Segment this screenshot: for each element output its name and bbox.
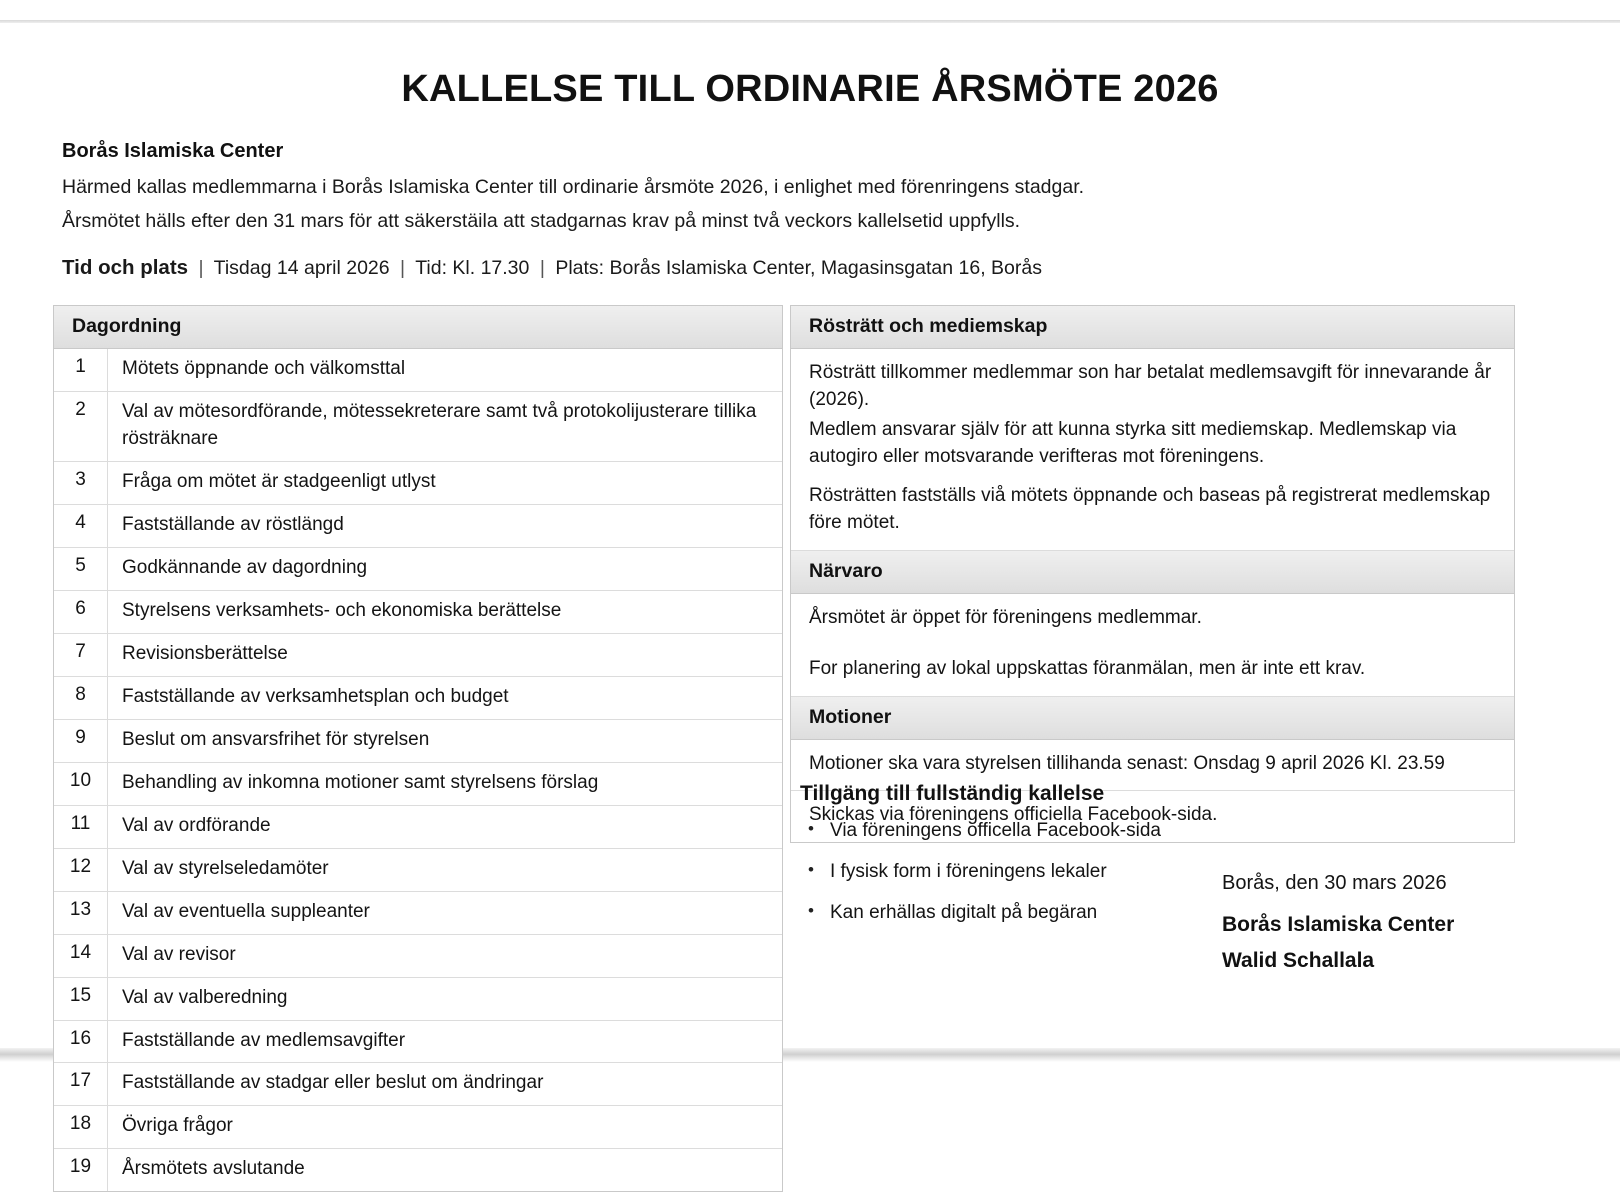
agenda-item-number: 12: [54, 849, 108, 891]
table-row: [54, 806, 782, 849]
table-row: [54, 1063, 782, 1106]
table-row: [54, 591, 782, 634]
meeting-place: Plats: Borås Islamiska Center, Magasinsgatan 16, Borås: [555, 257, 1042, 279]
meeting-time: Tid: Kl. 17.30: [415, 257, 530, 279]
organization-name: Borås Islamiska Center: [62, 140, 284, 162]
motions-heading: Motioner: [791, 697, 1514, 740]
table-row: [54, 1149, 782, 1191]
voting-heading: Rösträtt och mediemskap: [791, 306, 1514, 349]
table-row: [54, 935, 782, 978]
table-row: [54, 505, 782, 548]
voting-paragraph-3: Rösträtten fastställs viå mötets öppnande och baseas på registrerat medlemskap före mötet.: [809, 485, 1491, 533]
agenda-item-text: Övriga frågor: [122, 1115, 233, 1137]
table-row: [54, 763, 782, 806]
agenda-rows: [54, 349, 782, 1191]
agenda-item-number: 11: [54, 806, 108, 848]
table-row: [54, 462, 782, 505]
agenda-item-number: 8: [54, 677, 108, 719]
agenda-item-number: 19: [54, 1149, 108, 1191]
agenda-item-text: Fastställande av stadgar eller beslut om ändringar: [122, 1072, 544, 1094]
separator-3: |: [539, 257, 545, 279]
agenda-item-number: 7: [54, 634, 108, 676]
attendance-heading: Närvaro: [791, 551, 1514, 594]
agenda-table: [53, 305, 783, 1192]
list-item: • I fysisk form i föreningens lekaler: [800, 861, 1161, 883]
voting-paragraph-1: Rösträtt tillkommer medlemmar son har betalat medlemsavgift för innevarande år (2026).: [809, 362, 1492, 410]
table-row: [54, 392, 782, 462]
agenda-item-text: Mötets öppnande och välkomsttal: [122, 358, 406, 379]
agenda-item-text: Val av valberedning: [122, 986, 288, 1008]
table-row: [54, 349, 782, 392]
agenda-item-text: Styrelsens verksamhets- och ekonomiska berättelse: [122, 599, 562, 621]
access-list: [800, 820, 1161, 943]
agenda-item-number: 14: [54, 935, 108, 977]
agenda-item-text: Revisionsberättelse: [122, 642, 288, 664]
agenda-item-number: 16: [54, 1021, 108, 1063]
access-heading: Tillgäng till fullständig kallelse: [800, 782, 1105, 805]
table-row: [54, 720, 782, 763]
voting-paragraph-2: Medlem ansvarar själv för att kunna styrka sitt mediemskap. Medlemskap via autogiro eller motsvarande verifteras mot föreningens.: [809, 419, 1457, 467]
agenda-item-number: 6: [54, 591, 108, 633]
time-and-place-label: Tid och plats: [62, 256, 189, 279]
agenda-item-text: Fråga om mötet är stadgeenligt utlyst: [122, 470, 436, 492]
agenda-item-number: 4: [54, 505, 108, 547]
agenda-item-number: 17: [54, 1063, 108, 1105]
agenda-item-number: 15: [54, 978, 108, 1020]
table-row: [54, 1021, 782, 1064]
table-row: [54, 677, 782, 720]
agenda-item-text: Val av ordförande: [122, 814, 271, 836]
agenda-item-number: 5: [54, 548, 108, 590]
intro-paragraph-2: Årsmötet hälls efter den 31 mars för att säkerstäila att stadgarnas krav på minst två veckors kallelsetid uppfylls.: [62, 210, 1021, 232]
table-row: [54, 1106, 782, 1149]
agenda-item-text: Val av mötesordförande, mötessekreterare samt två protokolijusterare tillika rösträknare: [122, 400, 757, 449]
attendance-paragraph-1: Årsmötet är öppet för föreningens medlemmar.: [809, 606, 1202, 628]
agenda-item-number: 2: [54, 392, 108, 461]
agenda-item-text: Val av styrelseledamöter: [122, 857, 329, 879]
meeting-date: Tisdag 14 april 2026: [213, 257, 390, 279]
agenda-item-number: 18: [54, 1106, 108, 1148]
table-row: [54, 849, 782, 892]
agenda-item-text: Fastställande av röstlängd: [122, 513, 344, 535]
agenda-item-text: Godkännande av dagordning: [122, 556, 368, 578]
agenda-item-text: Val av revisor: [122, 943, 236, 965]
info-table: [790, 305, 1515, 843]
agenda-item-text: Årsmötets avslutande: [122, 1158, 305, 1180]
agenda-item-text: Val av eventuella suppleanter: [122, 900, 370, 922]
signature-organization: Borås Islamiska Center: [1222, 913, 1455, 936]
page-title: KALLELSE TILL ORDINARIE ÅRSMÖTE 2026: [401, 68, 1219, 110]
agenda-item-text: Beslut om ansvarsfrihet för styrelsen: [122, 728, 430, 750]
voting-body: [791, 349, 1514, 551]
table-row: [54, 892, 782, 935]
signature-block: [1222, 872, 1454, 973]
list-item: • Kan erhällas digitalt på begäran: [800, 902, 1161, 924]
table-row: [54, 634, 782, 677]
agenda-item-text: Behandling av inkomna motioner samt styrelsens förslag: [122, 771, 599, 793]
motions-submission: Skickas via föreningens officiella Facebook-sida.: [809, 804, 1218, 826]
signature-person: Walid Schallala: [1222, 949, 1375, 972]
separator-2: |: [400, 257, 406, 279]
agenda-item-number: 13: [54, 892, 108, 934]
time-and-place-line: [62, 256, 1042, 280]
agenda-item-number: 9: [54, 720, 108, 762]
list-item: • Via föreningens officella Facebook-sida: [800, 820, 1161, 842]
agenda-heading: Dagordning: [54, 306, 782, 349]
motions-deadline: Motioner ska vara styrelsen tillihanda senast: Onsdag 9 april 2026 Kl. 23.59: [809, 752, 1445, 774]
agenda-item-text: Fastställande av medlemsavgifter: [122, 1029, 406, 1051]
table-row: [54, 548, 782, 591]
attendance-paragraph-2: For planering av lokal uppskattas föranmälan, men är inte ett krav.: [809, 658, 1366, 680]
agenda-item-number: 1: [54, 349, 108, 391]
intro-paragraph-1: Härmed kallas medlemmarna i Borås Islamiska Center till ordinarie årsmöte 2026, i enlighet med förenringens stadgar.: [62, 176, 1085, 198]
agenda-item-number: 3: [54, 462, 108, 504]
agenda-item-number: 10: [54, 763, 108, 805]
separator-1: |: [198, 257, 204, 279]
attendance-body: [791, 594, 1514, 697]
agenda-item-text: Fastställande av verksamhetsplan och budget: [122, 685, 509, 707]
table-row: [54, 978, 782, 1021]
signature-date: Borås, den 30 mars 2026: [1222, 872, 1447, 894]
